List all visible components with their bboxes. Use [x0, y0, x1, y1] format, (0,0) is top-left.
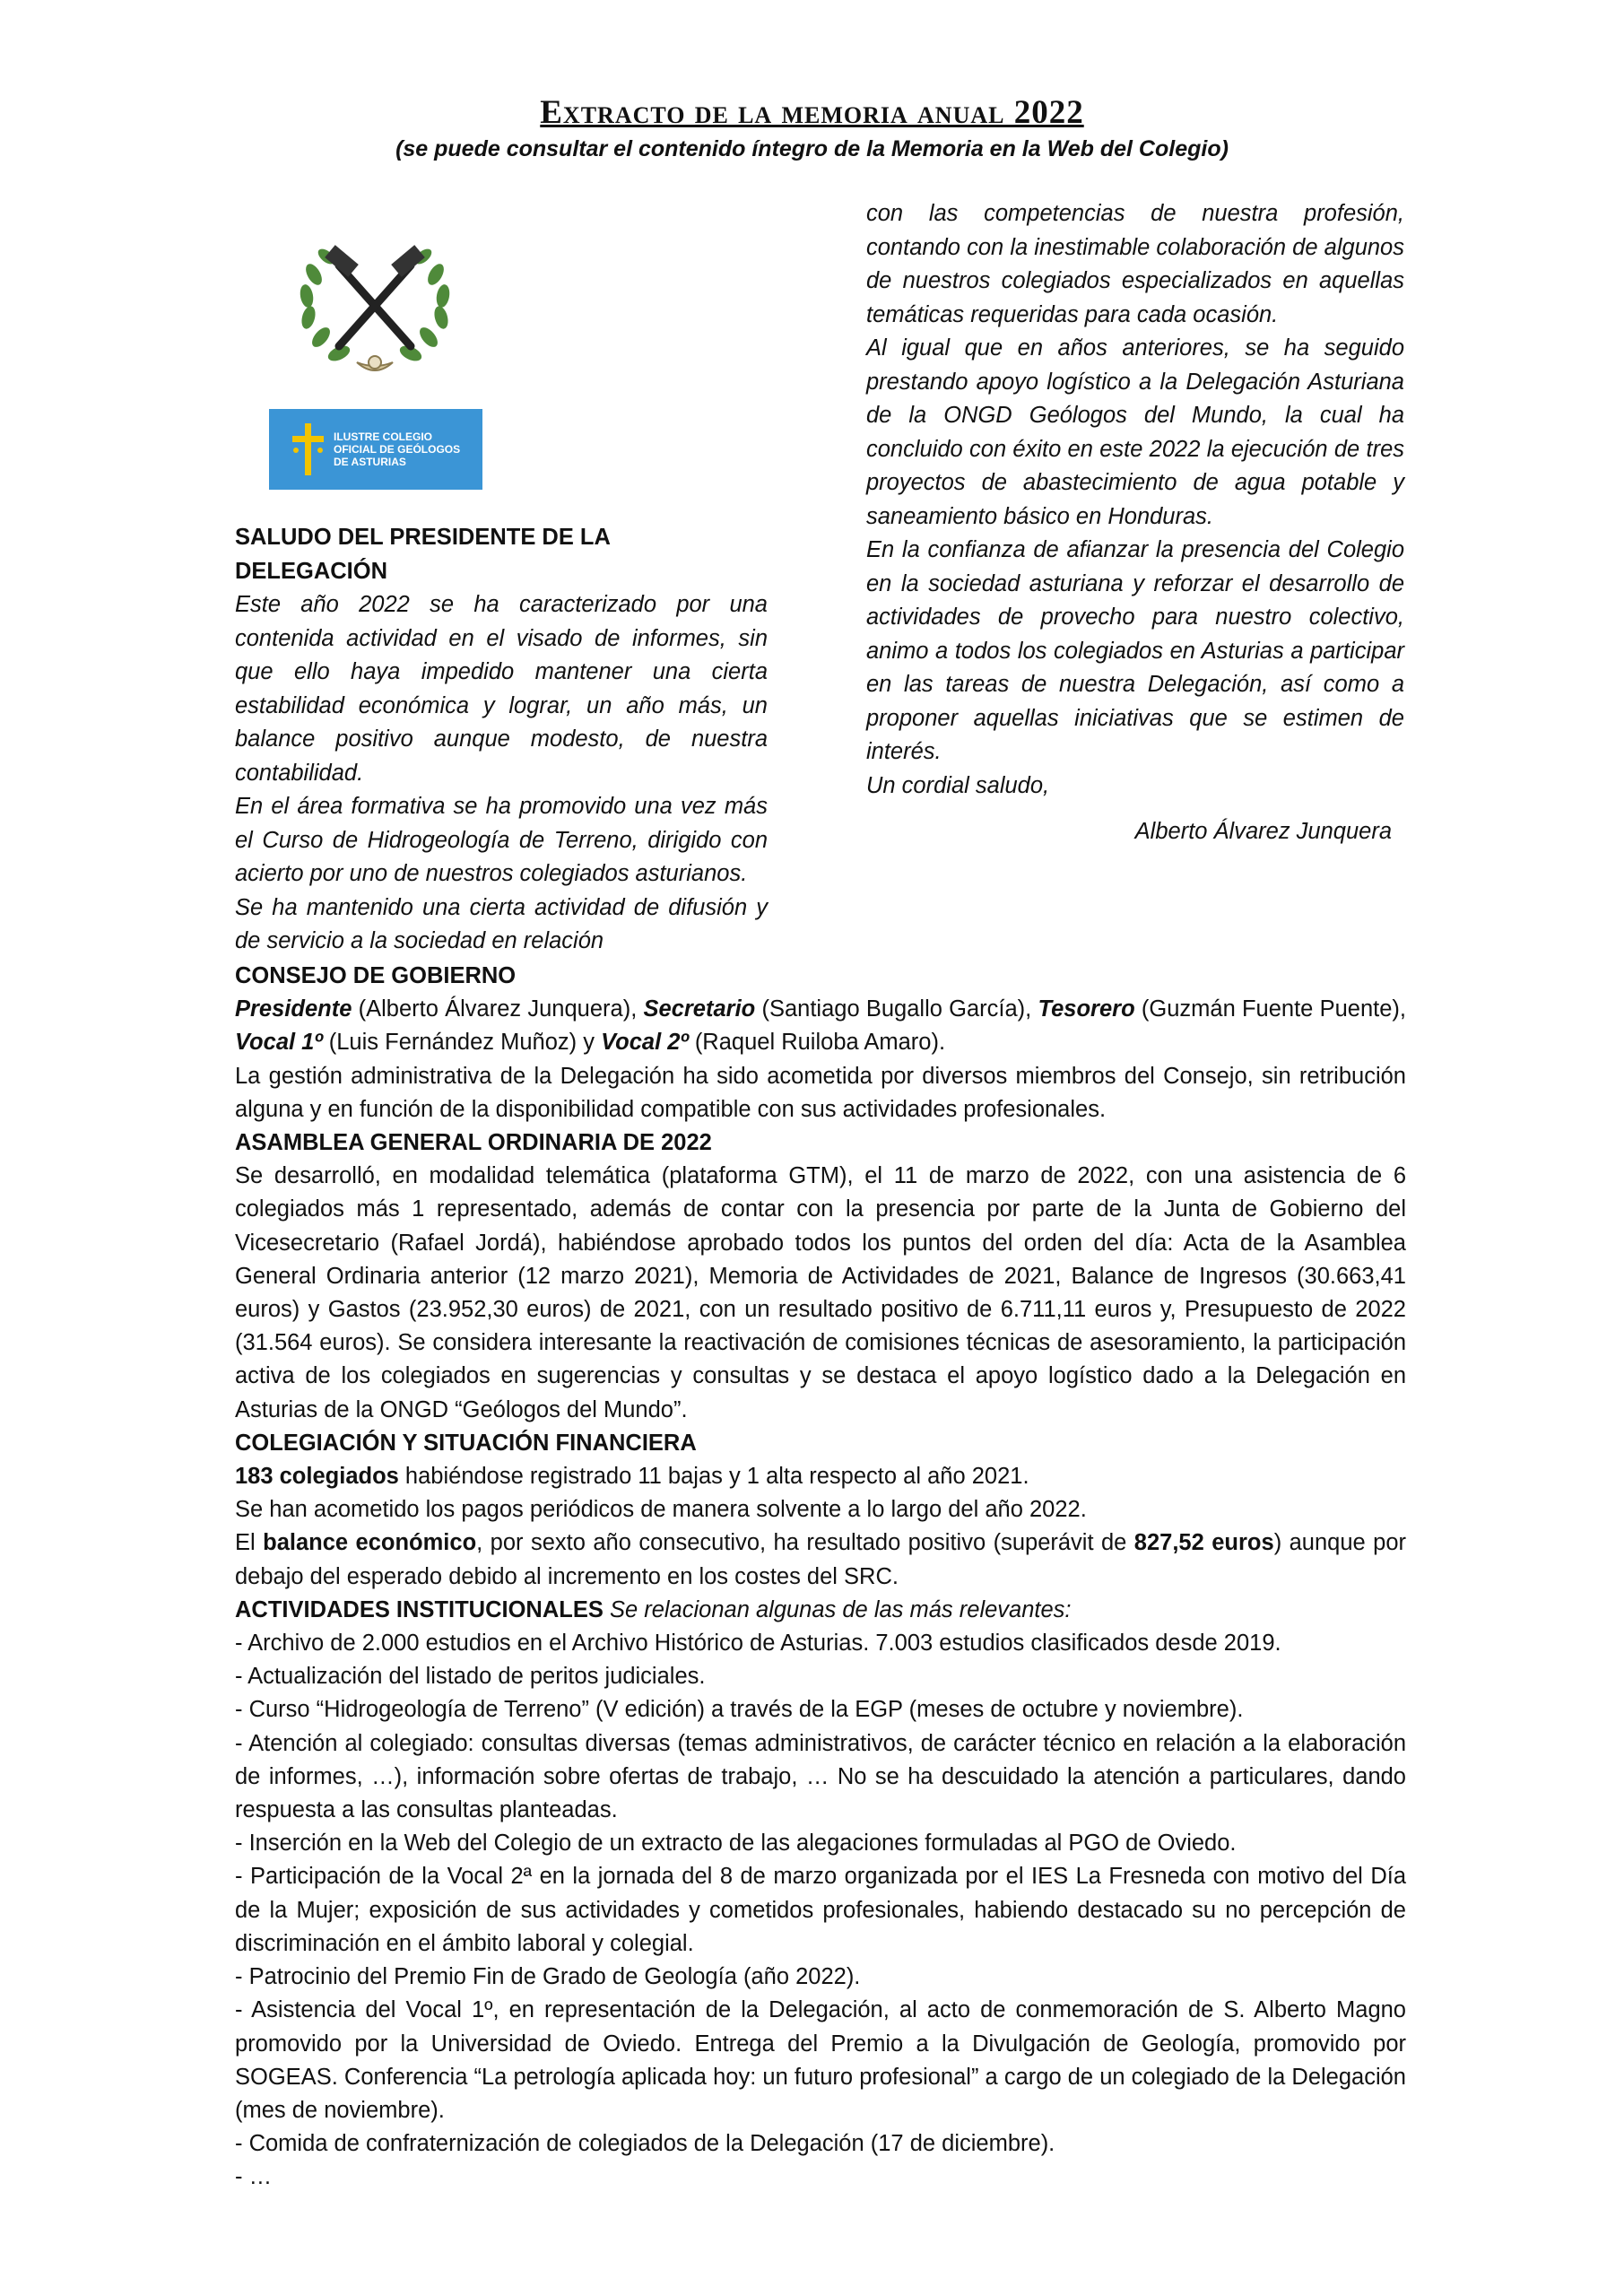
colegiados-count	[235, 1460, 1406, 1493]
saludo-paragraph: Al igual que en años anteriores, se ha seguido prestando apoyo logístico a la Delegación Asturiana de la ONGD Geólogos del Mundo, la cual ha concluido con éxito en este 2022 la ejecución de tres proyectos de abastecimiento de agua potable y saneamiento básico en Honduras.	[866, 335, 1404, 529]
role-label: Tesorero	[1038, 996, 1135, 1022]
page-title: Extracto de la memoria anual 2022	[540, 94, 1084, 131]
consejo-heading: CONSEJO DE GOBIERNO	[235, 963, 517, 988]
member-name: (Santiago Bugallo García),	[755, 996, 1038, 1022]
consejo-paragraph: La gestión administrativa de la Delegación ha sido acometida por diversos miembros del Consejo, sin retribución alguna y en función de la disponibilidad compatible con sus actividades profesionales.	[235, 1063, 1406, 1122]
logo-text-line: OFICIAL DE GEÓLOGOS	[334, 443, 461, 456]
activity-item: - Comida de confraternización de colegiados de la Delegación (17 de diciembre).	[235, 2131, 1055, 2157]
balance-text: El	[235, 1530, 264, 1556]
asturias-cross-icon	[282, 409, 335, 490]
role-label: Secretario	[643, 996, 756, 1022]
activity-item: - Patrocinio del Premio Fin de Grado de Geología (año 2022).	[235, 1964, 861, 1990]
actividades-heading: ACTIVIDADES INSTITUCIONALES	[235, 1596, 604, 1622]
activity-item: - Actualización del listado de peritos judiciales.	[235, 1664, 706, 1690]
consejo-members	[235, 993, 1406, 1059]
balance-amount: 827,52 euros	[1133, 1530, 1274, 1556]
role-label: Vocal 2º	[601, 1030, 689, 1056]
count-text: habiéndose registrado 11 bajas y 1 alta respecto al año 2021.	[398, 1464, 1029, 1490]
balance-text: ) aunque por debajo del esperado debido al incremento en los costes del SRC.	[235, 1530, 1407, 1589]
asamblea-paragraph: Se desarrolló, en modalidad telemática (plataforma GTM), el 11 de marzo de 2022, con una asistencia de 6 colegiados más 1 representado, además de contar con la presencia por parte de la Junta de Gobierno del Vicesecretario (Rafael Jordá), habiéndose aprobado todos los puntos del orden del día: Acta de la Asamblea General Ordinaria anterior (12 marzo 2021), Memoria de Actividades de 2021, Balance de Ingresos (30.663,41 euros) y Gastos (23.952,30 euros) de 2021, con un resultado positivo de 6.711,11 euros y, Presupuesto de 2022 (31.564 euros). Se considera interesante la reactivación de comisiones técnicas de asesoramiento, la participación activa de los colegiados en sugerencias y consultas y se destaca el apoyo logístico dado a la Delegación en Asturias de la ONGD “Geólogos del Mundo”.	[235, 1163, 1406, 1422]
activity-item: - Asistencia del Vocal 1º, en representación de la Delegación, al acto de conmemoración de S. Alberto Magno promovido por la Universidad de Oviedo. Entrega del Premio a la Divulgación de Geología, promovido por SOGEAS. Conferencia “La petrología aplicada hoy: un futuro profesional” a cargo de un colegiado de la Delegación (mes de noviembre).	[235, 1997, 1406, 2123]
crest-logo	[285, 221, 465, 378]
saludo-paragraph: En la confianza de afianzar la presencia del Colegio en la sociedad asturiana y reforzar el desarrollo de actividades de provecho para nuestro colectivo, animo a todos los colegiados en Asturias a participar en las tareas de nuestra Delegación, así como a proponer aquellas iniciativas que se estimen de interés.	[866, 537, 1404, 764]
role-label: Vocal 1º	[235, 1030, 323, 1056]
report-body	[235, 960, 1406, 2195]
saludo-closing: Un cordial saludo,	[866, 772, 1050, 798]
role-label: Presidente	[235, 996, 352, 1022]
member-name: (Alberto Álvarez Junquera),	[352, 996, 644, 1022]
member-name: (Raquel Ruiloba Amaro).	[688, 1030, 946, 1056]
actividades-header	[235, 1594, 1406, 1627]
activity-item: - Participación de la Vocal 2ª en la jornada del 8 de marzo organizada por el IES La Fresneda con motivo del Día de la Mujer; exposición de sus actividades y cometidos profesionales, habiendo destacado su no percepción de discriminación en el ámbito laboral y colegial.	[235, 1864, 1406, 1956]
balance-text: , por sexto año consecutivo, ha resultado positivo (superávit de	[476, 1530, 1134, 1556]
saludo-paragraph: Se ha mantenido una cierta actividad de difusión y de servicio a la sociedad en relación	[235, 894, 768, 953]
activity-item: - …	[235, 2164, 273, 2190]
colegiacion-heading: COLEGIACIÓN Y SITUACIÓN FINANCIERA	[235, 1430, 697, 1456]
saludo-paragraph: con las competencias de nuestra profesión, contando con la inestimable colaboración de algunos de nuestros colegiados especializados en aquellas temáticas requeridas para cada ocasión.	[866, 201, 1404, 327]
logo-text-line: DE ASTURIAS	[334, 456, 406, 468]
balance-paragraph	[235, 1526, 1406, 1593]
saludo-heading: SALUDO DEL PRESIDENTE DE LA DELEGACIÓN	[235, 525, 610, 584]
page-subtitle: (se puede consultar el contenido íntegro de la Memoria en la Web del Colegio)	[395, 136, 1229, 161]
activity-item: - Curso “Hidrogeología de Terreno” (V edición) a través de la EGP (meses de octubre y noviembre).	[235, 1697, 1244, 1723]
count-value: 183 colegiados	[235, 1464, 399, 1490]
pagos-paragraph: Se han acometido los pagos periódicos de manera solvente a lo largo del año 2022.	[235, 1497, 1087, 1523]
logo-text-line: ILUSTRE COLEGIO	[334, 430, 433, 443]
member-name: (Guzmán Fuente Puente),	[1134, 996, 1406, 1022]
saludo-paragraph: Este año 2022 se ha caracterizado por una contenida actividad en el visado de informes, sin que ello haya impedido mantener una cierta estabilidad económica y lograr, un año más, un balance positivo aunque modesto, de nuestra contabilidad.	[235, 592, 768, 786]
activity-item: - Inserción en la Web del Colegio de un extracto de las alegaciones formuladas al PGO de Oviedo.	[235, 1831, 1237, 1857]
saludo-paragraph: En el área formativa se ha promovido una vez más el Curso de Hidrogeología de Terreno, dirigido con acierto por uno de nuestros colegiados asturianos.	[235, 794, 768, 886]
college-logo	[269, 409, 482, 490]
actividades-intro: Se relacionan algunas de las más relevantes:	[603, 1596, 1072, 1622]
activity-item: - Atención al colegiado: consultas diversas (temas administrativos, de carácter técnico en relación a la elaboración de informes, …), información sobre ofertas de trabajo, … No se ha descuidado la atención a particulares, dando respuesta a las consultas planteadas.	[235, 1730, 1406, 1823]
saludo-right-column	[866, 197, 1404, 849]
member-name: (Luis Fernández Muñoz) y	[322, 1030, 602, 1056]
saludo-left-column	[235, 521, 768, 959]
signature: Alberto Álvarez Junquera	[1134, 819, 1392, 844]
activity-item: - Archivo de 2.000 estudios en el Archivo Histórico de Asturias. 7.003 estudios clasificados desde 2019.	[235, 1631, 1281, 1657]
balance-label: balance económico	[263, 1530, 477, 1556]
asamblea-heading: ASAMBLEA GENERAL ORDINARIA DE 2022	[235, 1130, 712, 1156]
